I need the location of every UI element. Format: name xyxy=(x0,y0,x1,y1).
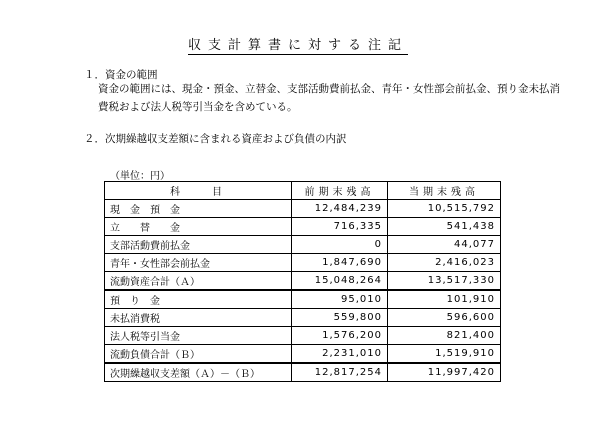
row-prev: 559,800 xyxy=(292,309,388,327)
row-prev: 2,231,010 xyxy=(292,345,388,364)
table-row xyxy=(105,345,501,364)
row-curr: 541,438 xyxy=(388,218,501,236)
row-curr: 13,517,330 xyxy=(388,272,501,291)
document-title-text: 収支計算書に対する注記 xyxy=(187,38,408,53)
section1-body: 資金の範囲には、現金・預金、立替金、支部活動費前払金、青年・女性部会前払金、預り金未払消費税および法人税等引当金を含めている。 xyxy=(98,83,560,113)
table-row xyxy=(105,200,501,218)
row-curr: 2,416,023 xyxy=(388,254,501,272)
table-row xyxy=(105,236,501,254)
section1-heading: １．資金の範囲 xyxy=(84,69,158,81)
row-label: 法人税等引当金 xyxy=(105,327,292,345)
row-label: 流動負債合計（Ｂ） xyxy=(105,345,292,364)
table-row xyxy=(105,254,501,272)
row-label: 未払消費税 xyxy=(105,309,292,327)
row-label: 現 金 預 金 xyxy=(105,200,292,218)
header-prev-balance: 前期末残高 xyxy=(292,182,388,200)
row-label: 次期繰越収支差額（Ａ）－（Ｂ） xyxy=(105,363,292,382)
table-row xyxy=(105,218,501,236)
row-label: 立 替 金 xyxy=(105,218,292,236)
row-prev: 1,576,200 xyxy=(292,327,388,345)
row-label: 青年・女性部会前払金 xyxy=(105,254,292,272)
row-curr: 10,515,792 xyxy=(388,200,501,218)
row-label: 預 り 金 xyxy=(105,290,292,309)
row-curr: 44,077 xyxy=(388,236,501,254)
row-curr: 596,600 xyxy=(388,309,501,327)
section2-heading: ２．次期繰越収支差額に含まれる資産および負債の内訳 xyxy=(84,133,347,145)
table-row xyxy=(105,327,501,345)
row-prev: 1,847,690 xyxy=(292,254,388,272)
table-header-row xyxy=(105,182,501,200)
table-row xyxy=(105,272,501,291)
table-row xyxy=(105,363,501,382)
row-prev: 716,335 xyxy=(292,218,388,236)
row-prev: 15,048,264 xyxy=(292,272,388,291)
table-row xyxy=(105,309,501,327)
balance-table xyxy=(104,181,501,382)
row-prev: 12,817,254 xyxy=(292,363,388,382)
row-prev: 95,010 xyxy=(292,290,388,309)
table-row xyxy=(105,290,501,309)
row-label: 支部活動費前払金 xyxy=(105,236,292,254)
row-curr: 101,910 xyxy=(388,290,501,309)
unit-label: （単位：円） xyxy=(110,171,170,182)
document-title xyxy=(0,34,596,53)
row-curr: 11,997,420 xyxy=(388,363,501,382)
row-prev: 0 xyxy=(292,236,388,254)
header-item: 科 目 xyxy=(105,182,292,200)
row-curr: 1,519,910 xyxy=(388,345,501,364)
row-curr: 821,400 xyxy=(388,327,501,345)
header-curr-balance: 当期末残高 xyxy=(388,182,501,200)
row-prev: 12,484,239 xyxy=(292,200,388,218)
row-label: 流動資産合計（Ａ） xyxy=(105,272,292,291)
